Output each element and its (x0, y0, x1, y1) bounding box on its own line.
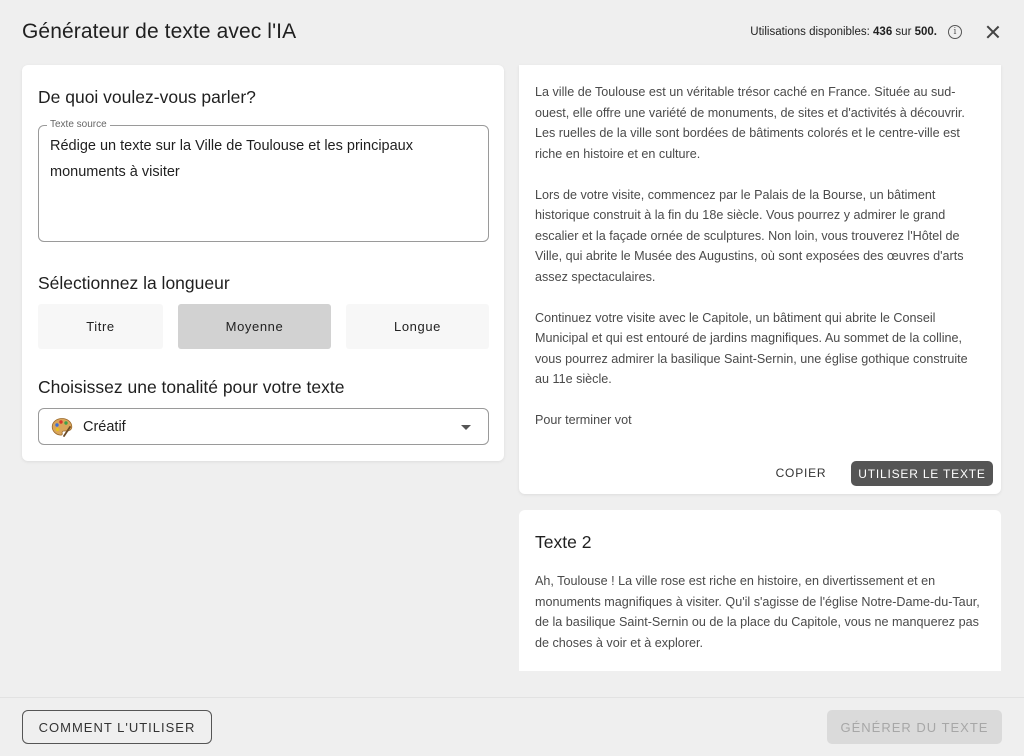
result-1-paragraph: Continuez votre visite avec le Capitole, un bâtiment qui abrite le Conseil Municipal et qui est entouré de jardins magnifiques. Au sommet de la colline, vous pourrez admirer la basilique Saint-Sernin, une église gothique construite au 11e siècle. (535, 310, 968, 386)
use-text-button[interactable]: UTILISER LE TEXTE (851, 461, 993, 486)
dialog-header (0, 0, 1024, 64)
info-icon[interactable]: i (948, 25, 962, 39)
usage-separator: sur (895, 26, 912, 38)
dialog-footer (0, 697, 1024, 756)
length-option-titre[interactable]: Titre (38, 304, 163, 349)
copy-button[interactable]: COPIER (775, 466, 827, 480)
result-1-paragraph: La ville de Toulouse est un véritable trésor caché en France. Située au sud-ouest, elle offre une variété de monuments, de sites et d'activités à découvrir. Les ruelles de la ville sont bordées de bâtiments colorés et le centre-ville est riche en histoire et en culture. (535, 85, 965, 161)
usage-counter (750, 26, 937, 38)
generate-text-button[interactable]: GÉNÉRER DU TEXTE (827, 710, 1002, 744)
settings-card (22, 65, 504, 461)
how-to-use-button[interactable]: COMMENT L'UTILISER (22, 710, 212, 744)
usage-area (750, 23, 1002, 41)
source-text-input[interactable]: Rédige un texte sur la Ville de Toulouse et les principaux monuments à visiter (50, 138, 413, 180)
source-text-field[interactable] (38, 119, 489, 242)
result-card-2 (519, 510, 1001, 671)
result-1-paragraph: Lors de votre visite, commencez par le Palais de la Bourse, un bâtiment historique construit à la fin du 18e siècle. Vous pourrez y admirer le grand escalier et la façade ornée de sculptures. Non loin, vous trouverez l'Hôtel de Ville, qui abrite le Musée des Augustins, où sont exposées des œuvres d'arts assez spectaculaires. (535, 187, 964, 284)
length-title: Sélectionnez la longueur (38, 273, 230, 293)
tone-title: Choisissez une tonalité pour votre texte (38, 377, 345, 397)
palette-icon (51, 417, 73, 437)
tone-value: Créatif (83, 418, 126, 435)
result-2-text: Ah, Toulouse ! La ville rose est riche en histoire, en divertissement et en monuments magnifiques à visiter. Qu'il s'agisse de l'église Notre-Dame-du-Taur, de la basilique Saint-Sernin ou de la place du Capitole, vous ne manquerez pas de choses à voir et à explorer. (535, 574, 980, 650)
usage-used: 436 (873, 26, 893, 38)
close-icon[interactable] (984, 23, 1002, 41)
length-option-longue[interactable]: Longue (346, 304, 489, 349)
topic-title: De quoi voulez-vous parler? (38, 87, 256, 107)
source-text-label: Texte source (47, 119, 110, 130)
length-option-moyenne[interactable]: Moyenne (178, 304, 331, 349)
usage-total: 500. (914, 26, 937, 38)
usage-label: Utilisations disponibles: (750, 26, 870, 38)
result-1-paragraph: Pour terminer vot (535, 413, 632, 427)
dialog-title: Générateur de texte avec l'IA (22, 20, 297, 43)
result-card-1 (519, 65, 1001, 494)
tone-select[interactable] (38, 408, 489, 445)
result-1-text (535, 82, 982, 451)
result-2-title: Texte 2 (535, 532, 592, 552)
chevron-down-icon[interactable] (461, 425, 471, 430)
